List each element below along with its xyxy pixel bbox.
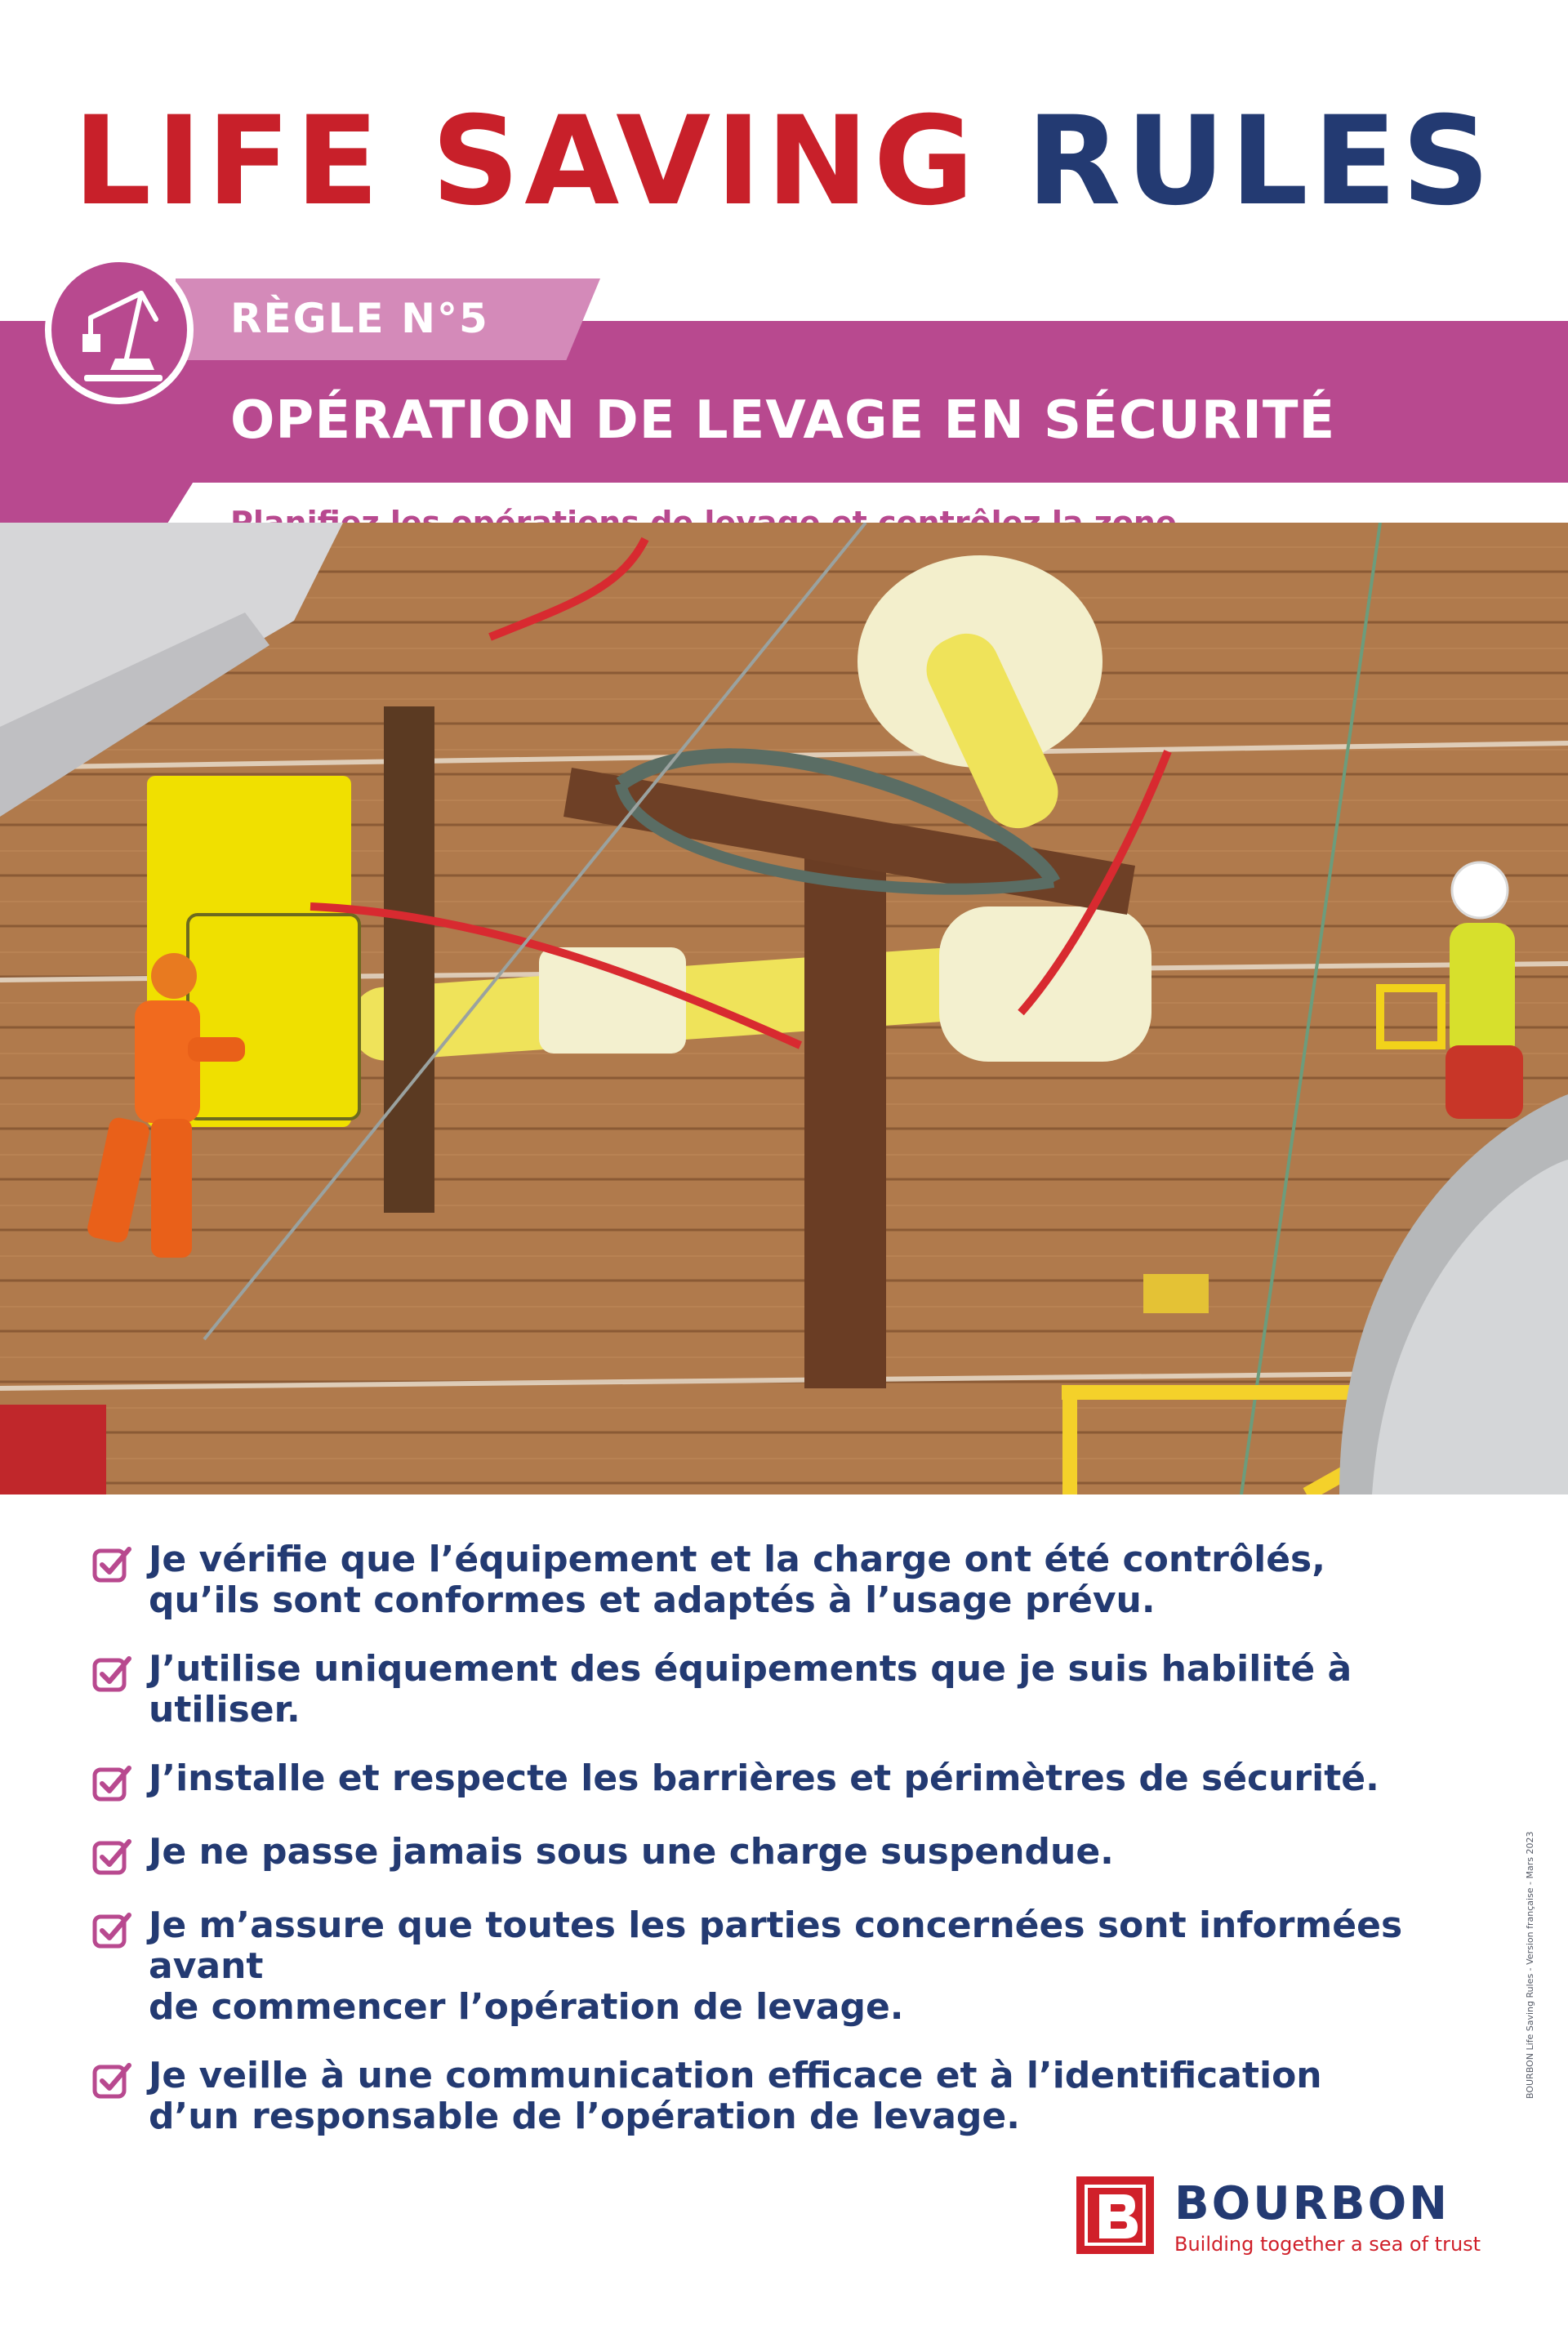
title-part-2: RULES: [1026, 91, 1495, 233]
checklist-item: [91, 1758, 1496, 1804]
brand-name: BOURBON: [1174, 2177, 1450, 2230]
checklist-item-text: Je ne passe jamais sous une charge suspendue.: [149, 1831, 1114, 1873]
crane-icon: [45, 256, 194, 404]
checklist-item-text: J’installe et respecte les barrières et périmètres de sécurité.: [149, 1757, 1379, 1799]
checkbox-checked-icon: [91, 1544, 132, 1585]
checkbox-checked-icon: [91, 1910, 132, 1951]
checkbox-checked-icon: [91, 1837, 132, 1878]
checkbox-checked-icon: [91, 1654, 132, 1695]
checklist-item: [91, 1905, 1496, 2028]
checklist-item-text: Je m’assure que toutes les parties concernées sont informées avant de commencer l’opération de levage.: [149, 1904, 1403, 2028]
bourbon-b-icon: [1076, 2176, 1154, 2254]
checkbox-checked-icon: [91, 2060, 132, 2101]
brand-tagline: Building together a sea of trust: [1174, 2233, 1481, 2256]
checklist-item: [91, 2056, 1496, 2137]
checklist-item-text: Je veille à une communication efficace et à l’identification d’un responsable de l’opération de levage.: [149, 2055, 1322, 2137]
rule-title: OPÉRATION DE LEVAGE EN SÉCURITÉ: [230, 390, 1336, 451]
lifting-operation-photo: [0, 523, 1568, 1494]
version-note-text: BOURBON Life Saving Rules - Version française - Mars 2023: [1525, 1831, 1535, 2099]
checklist-item: [91, 1649, 1496, 1731]
bourbon-logo: [1076, 2176, 1485, 2258]
version-note: [1525, 1772, 1541, 2099]
title-part-1: LIFE SAVING: [73, 91, 979, 233]
checklist-item: [91, 1539, 1496, 1621]
checkbox-checked-icon: [91, 1763, 132, 1804]
poster-title: [0, 91, 1568, 233]
safety-checklist: [91, 1539, 1496, 2165]
checklist-item: [91, 1832, 1496, 1878]
checklist-item-text: Je vérifie que l’équipement et la charge ont été contrôlés, qu’ils sont conformes et adaptés à l’usage prévu.: [149, 1539, 1325, 1621]
checklist-item-text: J’utilise uniquement des équipements que je suis habilité à utiliser.: [149, 1648, 1352, 1731]
rule-number-label: RÈGLE N°5: [230, 295, 489, 342]
